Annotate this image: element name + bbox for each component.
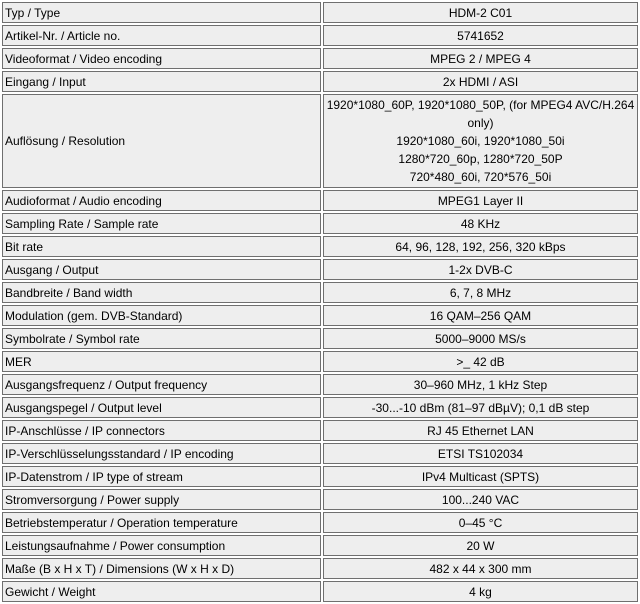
- table-row: [2, 512, 638, 533]
- table-row: [2, 2, 638, 23]
- row-value-ip-connectors: RJ 45 Ethernet LAN: [323, 420, 638, 441]
- row-label-video-encoding: Videoformat / Video encoding: [2, 48, 321, 69]
- row-value-band-width: 6, 7, 8 MHz: [323, 282, 638, 303]
- table-row: [2, 558, 638, 579]
- row-value-output: 1-2x DVB-C: [323, 259, 638, 280]
- row-value-operation-temperature: 0–45 °C: [323, 512, 638, 533]
- row-label-operation-temperature: Betriebstemperatur / Operation temperature: [2, 512, 321, 533]
- resolution-line: 1280*720_60p, 1280*720_50P: [398, 152, 563, 166]
- table-row: [2, 351, 638, 372]
- row-value-power-supply: 100...240 VAC: [323, 489, 638, 510]
- resolution-line: only): [467, 116, 494, 130]
- table-row: [2, 443, 638, 464]
- row-value-symbol-rate: 5000–9000 MS/s: [323, 328, 638, 349]
- table-row: [2, 190, 638, 211]
- row-label-type: Typ / Type: [2, 2, 321, 23]
- row-value-article-no: 5741652: [323, 25, 638, 46]
- row-label-ip-encoding: IP-Verschlüsselungsstandard / IP encoding: [2, 443, 321, 464]
- table-row: [2, 581, 638, 602]
- row-label-power-consumption: Leistungsaufnahme / Power consumption: [2, 535, 321, 556]
- table-row: [2, 71, 638, 92]
- row-label-band-width: Bandbreite / Band width: [2, 282, 321, 303]
- row-label-weight: Gewicht / Weight: [2, 581, 321, 602]
- table-row: [2, 535, 638, 556]
- row-value-mer: >_ 42 dB: [323, 351, 638, 372]
- table-row: [2, 489, 638, 510]
- row-value-ip-encoding: ETSI TS102034: [323, 443, 638, 464]
- table-row: [2, 282, 638, 303]
- row-value-resolution: [323, 94, 638, 188]
- row-value-power-consumption: 20 W: [323, 535, 638, 556]
- row-value-output-frequency: 30–960 MHz, 1 kHz Step: [323, 374, 638, 395]
- table-row: [2, 305, 638, 326]
- table-row: [2, 466, 638, 487]
- table-row: [2, 328, 638, 349]
- table-row: [2, 259, 638, 280]
- table-row: [2, 236, 638, 257]
- row-value-output-level: -30...-10 dBm (81–97 dBµV); 0,1 dB step: [323, 397, 638, 418]
- table-row: [2, 374, 638, 395]
- spec-table-body: [2, 2, 638, 602]
- row-value-input: 2x HDMI / ASI: [323, 71, 638, 92]
- table-row: [2, 94, 638, 188]
- row-value-type: HDM-2 C01: [323, 2, 638, 23]
- row-value-weight: 4 kg: [323, 581, 638, 602]
- row-value-audio-encoding: MPEG1 Layer II: [323, 190, 638, 211]
- table-row: [2, 397, 638, 418]
- resolution-line: 1920*1080_60P, 1920*1080_50P, (for MPEG4 AVC/H.264: [326, 98, 635, 112]
- resolution-line: 720*480_60i, 720*576_50i: [409, 170, 552, 184]
- table-row: [2, 213, 638, 234]
- resolution-line: 1920*1080_60i, 1920*1080_50i: [396, 134, 565, 148]
- table-row: [2, 25, 638, 46]
- row-label-output-frequency: Ausgangsfrequenz / Output frequency: [2, 374, 321, 395]
- row-label-sample-rate: Sampling Rate / Sample rate: [2, 213, 321, 234]
- row-label-ip-connectors: IP-Anschlüsse / IP connectors: [2, 420, 321, 441]
- row-label-output-level: Ausgangspegel / Output level: [2, 397, 321, 418]
- table-row: [2, 48, 638, 69]
- row-label-input: Eingang / Input: [2, 71, 321, 92]
- row-label-ip-stream-type: IP-Datenstrom / IP type of stream: [2, 466, 321, 487]
- row-label-output: Ausgang / Output: [2, 259, 321, 280]
- row-label-audio-encoding: Audioformat / Audio encoding: [2, 190, 321, 211]
- row-label-bit-rate: Bit rate: [2, 236, 321, 257]
- row-label-dimensions: Maße (B x H x T) / Dimensions (W x H x D): [2, 558, 321, 579]
- row-label-modulation: Modulation (gem. DVB-Standard): [2, 305, 321, 326]
- row-label-symbol-rate: Symbolrate / Symbol rate: [2, 328, 321, 349]
- row-label-mer: MER: [2, 351, 321, 372]
- row-label-article-no: Artikel-Nr. / Article no.: [2, 25, 321, 46]
- row-label-power-supply: Stromversorgung / Power supply: [2, 489, 321, 510]
- row-value-sample-rate: 48 KHz: [323, 213, 638, 234]
- row-value-bit-rate: 64, 96, 128, 192, 256, 320 kBps: [323, 236, 638, 257]
- row-label-resolution: Auflösung / Resolution: [2, 94, 321, 188]
- table-row: [2, 420, 638, 441]
- row-value-modulation: 16 QAM–256 QAM: [323, 305, 638, 326]
- row-value-video-encoding: MPEG 2 / MPEG 4: [323, 48, 638, 69]
- row-value-ip-stream-type: IPv4 Multicast (SPTS): [323, 466, 638, 487]
- row-value-dimensions: 482 x 44 x 300 mm: [323, 558, 638, 579]
